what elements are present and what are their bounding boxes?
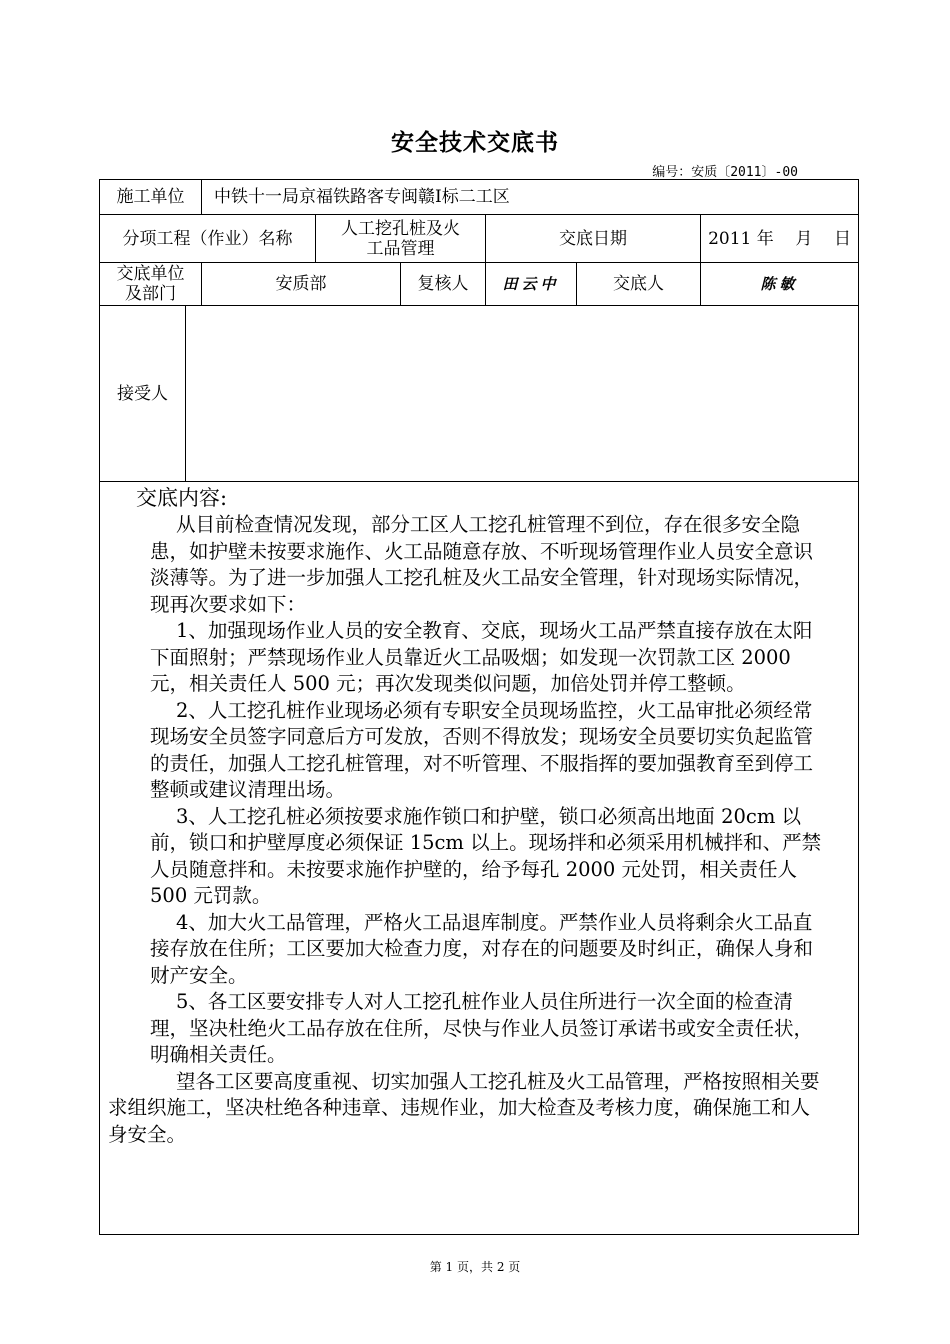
unit-label: 施工单位 [100, 180, 202, 215]
content-paragraph: 5、各工区要安排专人对人工挖孔桩作业人员住所进行一次全面的检查清理，坚决杜绝火工品存放在住所，尽快与作业人员签订承诺书或安全责任状，明确相关责任。 [150, 990, 814, 1066]
reviewer-signature: 田云中 [486, 263, 577, 306]
safety-briefing-form [99, 179, 859, 1235]
presenter-signature: 陈敏 [701, 263, 859, 306]
content-paragraph: 1、加强现场作业人员的安全教育、交底，现场火工品严禁直接存放在太阳下面照射；严禁现场作业人员靠近火工品吸烟；如发现一次罚款工区 2000 元，相关责任人 500 元；再次发现类似问题，加倍处罚并停工整顿。 [150, 619, 813, 695]
page-footer: 第 1 页，共 2 页 [429, 1260, 521, 1274]
content-paragraph: 3、人工挖孔桩必须按要求施作锁口和护壁，锁口必须高出地面 20cm 以前，锁口和护壁厚度必须保证 15cm 以上。现场拌和必须采用机械拌和、严禁人员随意拌和。未按要求施作护壁的，给予每孔 2000 元处罚，相关责任人 500 元罚款。 [150, 804, 822, 907]
receiver-signature-area [186, 306, 859, 482]
department-label: 交底单位及部门 [100, 263, 202, 306]
receiver-label: 接受人 [100, 306, 186, 482]
department-value: 安质部 [202, 263, 401, 306]
reviewer-label: 复核人 [401, 263, 486, 306]
content-heading: 交底内容: [136, 486, 228, 510]
unit-value: 中铁十一局京福铁路客专闽赣Ⅰ标二工区 [202, 180, 859, 215]
briefing-content-section [100, 482, 859, 1235]
content-paragraph: 从目前检查情况发现，部分工区人工挖孔桩管理不到位，存在很多安全隐患，如护壁未按要求施作、火工品随意存放、不听现场管理作业人员安全意识淡薄等。为了进一步加强人工挖孔桩及火工品安全管理，针对现场实际情况，现再次要求如下： [150, 513, 814, 616]
content-paragraph: 望各工区要高度重视、切实加强人工挖孔桩及火工品管理，严格按照相关要求组织施工，坚决杜绝各种违章、违规作业，加大检查及考核力度，确保施工和人身安全。 [108, 1069, 820, 1146]
project-label: 分项工程（作业）名称 [100, 215, 316, 263]
content-paragraph: 2、人工挖孔桩作业现场必须有专职安全员现场监控，火工品审批必须经常现场安全员签字同意后方可发放，否则不得放发；现场安全员要切实负起监管的责任，加强人工挖孔桩管理，对不听管理、不服指挥的要加强教育至到停工整顿或建议清理出场。 [150, 698, 814, 801]
content-paragraph: 4、加大火工品管理，严格火工品退库制度。严禁作业人员将剩余火工品直接存放在住所；工区要加大检查力度，对存在的问题要及时纠正，确保人身和财产安全。 [150, 910, 814, 987]
document-number: 编号：安质〔2011〕-00 [652, 165, 798, 180]
project-value: 人工挖孔桩及火工品管理 [316, 215, 486, 263]
date-value: 2011 年 月 日 [701, 215, 859, 263]
presenter-label: 交底人 [577, 263, 701, 306]
page-title: 安全技术交底书 [391, 129, 559, 156]
date-label: 交底日期 [486, 215, 701, 263]
